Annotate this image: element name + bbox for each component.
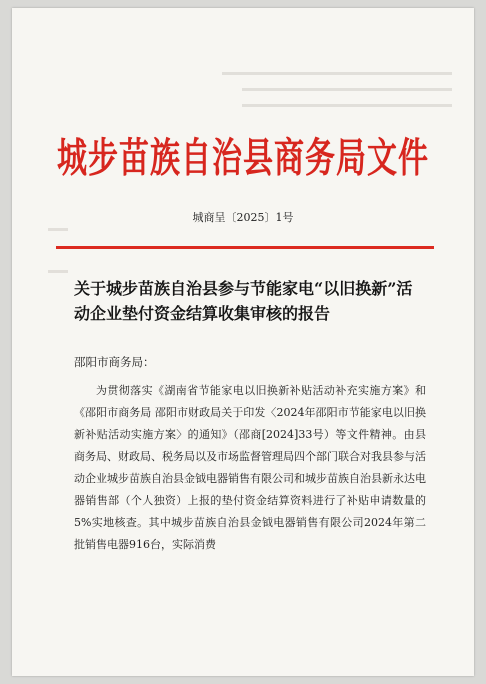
salutation: 邵阳市商务局： bbox=[74, 355, 155, 369]
document-page bbox=[12, 8, 474, 676]
document-number: 城商呈〔2025〕1号 bbox=[192, 211, 294, 224]
body-paragraph: 为贯彻落实《湖南省节能家电以旧换新补贴活动补充实施方案》和《邵阳市商务局 邵阳市财政局关于印发〈2024年邵阳市节能家电以旧换新补贴活动实施方案〉的通知》（邵商[2024]33号）等文件精神。由县商务局、财政局、税务局以及市场监督管理局四个部门联合对我县参与活动企业城步苗族自治县金钺电器销售有限公司和城步苗族自治县新永达电器销售部（个人独资）上报的垫付资金结算资料进行了补贴申请数量的5%实地核查。其中城步苗族自治县金钺电器销售有限公司2024年第二批销售电器916台，实际消费 bbox=[74, 384, 426, 551]
body-text bbox=[74, 380, 426, 556]
red-divider bbox=[56, 246, 434, 249]
document-title: 城步苗族自治县商务局文件 bbox=[57, 134, 429, 183]
bleed-through-texture bbox=[12, 8, 474, 676]
report-subject: 关于城步苗族自治县参与节能家电“以旧换新”活动企业垫付资金结算收集审核的报告 bbox=[74, 279, 413, 323]
